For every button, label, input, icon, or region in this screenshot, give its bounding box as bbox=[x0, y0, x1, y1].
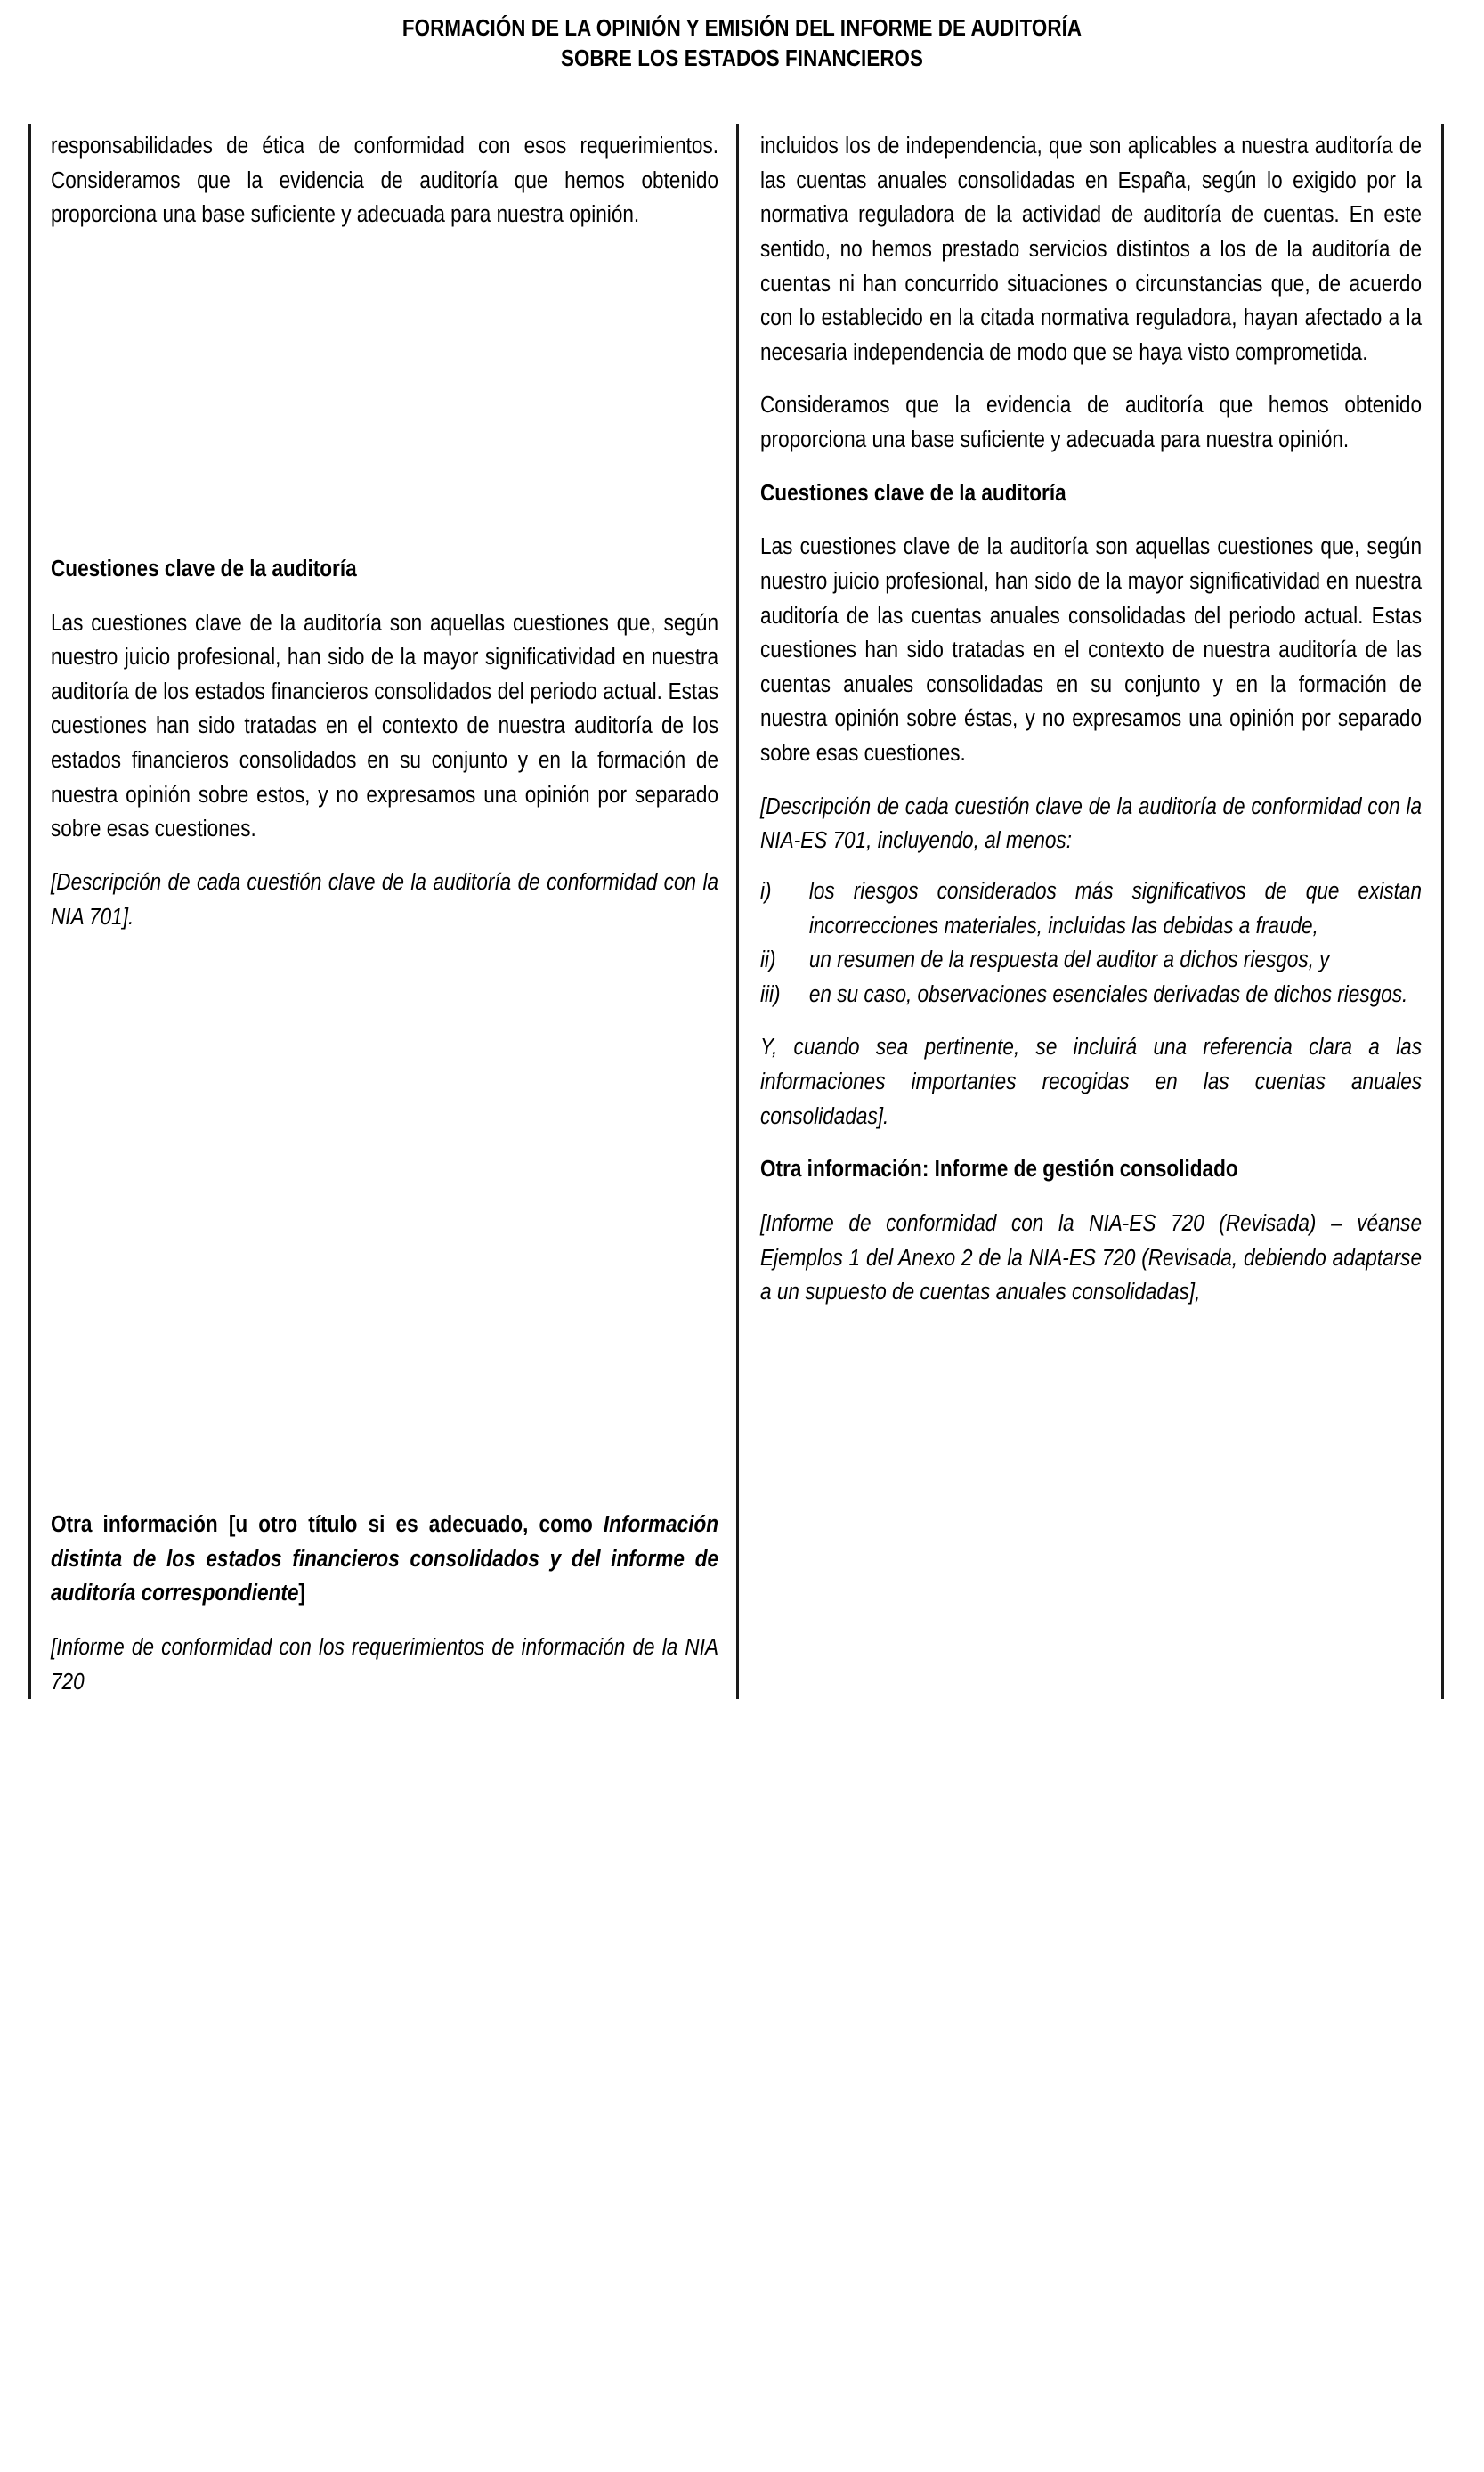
list-item-label: en su caso, observaciones esenciales derivadas de dichos riesgos. bbox=[808, 981, 1408, 1007]
table-column-left bbox=[28, 124, 736, 1699]
list-item-marker: i) bbox=[760, 878, 772, 904]
right-paragraph-independence: incluidos los de independencia, que son aplicables a nuestra auditoría de las cuentas anuales consolidadas en España, según lo exigido por la normativa reguladora de la actividad de auditoría de cuentas. En este sentido, no hemos prestado servicios distintos a los de la auditoría de cuentas ni han concurrido situaciones o circunstancias que, de acuerdo con lo establecido en la citada normativa reguladora, hayan afectado a la necesaria independencia de modo que se haya visto comprometida. bbox=[760, 134, 1423, 365]
left-paragraph-kam-description: [Descripción de cada cuestión clave de la auditoría de conformidad con la NIA 701]. bbox=[51, 869, 719, 930]
left-spacer-2 bbox=[51, 953, 718, 1508]
left-paragraph-key-audit-matters: Las cuestiones clave de la auditoría son aquellas cuestiones que, según nuestro juicio profesional, han sido de la mayor significatividad en nuestra auditoría de los estados financieros consolidados del periodo actual. Estas cuestiones han sido tratadas en el contexto de nuestra auditoría de los estados financieros consolidados en su conjunto y en la formación de nuestra opinión sobre estos, y no expresamos una opinión por separado sobre esas cuestiones. bbox=[51, 610, 719, 842]
right-paragraph-reference: Y, cuando sea pertinente, se incluirá una referencia clara a las informaciones importantes recogidas en las cuentas anuales consolidadas]. bbox=[760, 1035, 1423, 1129]
left-spacer bbox=[51, 251, 718, 552]
right-paragraph-evidence: Consideramos que la evidencia de auditoría que hemos obtenido proporciona una base suficiente y adecuada para nuestra opinión. bbox=[760, 393, 1423, 452]
right-heading-key-audit-matters: Cuestiones clave de la auditoría bbox=[760, 480, 1066, 506]
right-paragraph-kam-description: [Descripción de cada cuestión clave de la auditoría de conformidad con la NIA-ES 701, incluyendo, al menos: bbox=[760, 793, 1423, 854]
left-heading-other-part-1: Otra información bbox=[51, 1512, 229, 1538]
right-roman-list bbox=[760, 874, 1422, 1012]
list-item-label: los riesgos considerados más significativos de que existan incorrecciones materiales, incluidas las debidas a fraude, bbox=[808, 878, 1423, 939]
page-title bbox=[104, 0, 1381, 74]
right-heading-other-information: Otra información: Informe de gestión consolidado bbox=[760, 1157, 1238, 1183]
list-item bbox=[760, 874, 1422, 943]
page-title-line-1: FORMACIÓN DE LA OPINIÓN Y EMISIÓN DEL INFORME DE AUDITORÍA bbox=[401, 14, 1083, 41]
left-paragraph-ethics: responsabilidades de ética de conformidad con esos requerimientos. Consideramos que la evidencia de auditoría que hemos obtenido proporciona una base suficiente y adecuada para nuestra opinión. bbox=[51, 134, 719, 228]
left-heading-other-information bbox=[51, 1508, 718, 1611]
left-heading-key-audit-matters: Cuestiones clave de la auditoría bbox=[51, 556, 357, 581]
list-item-marker: iii) bbox=[760, 981, 781, 1007]
right-paragraph-key-audit-matters: Las cuestiones clave de la auditoría son aquellas cuestiones que, según nuestro juicio profesional, han sido de la mayor significatividad en nuestra auditoría de las cuentas anuales consolidadas del periodo actual. Estas cuestiones han sido tratadas en el contexto de nuestra auditoría de las cuentas anuales consolidadas en su conjunto y en la formación de nuestra opinión sobre éstas, y no expresamos una opinión por separado sobre esas cuestiones. bbox=[760, 534, 1423, 766]
list-item-label: un resumen de la respuesta del auditor a dichos riesgos, y bbox=[808, 947, 1330, 973]
left-heading-other-part-3: Información distinta de los estados financieros consolidados y del informe de auditoría correspondiente bbox=[51, 1512, 719, 1606]
list-item bbox=[760, 943, 1422, 978]
right-paragraph-nia-es-720: [Informe de conformidad con la NIA-ES 720 (Revisada) – véanse Ejemplos 1 del Anexo 2 de la NIA-ES 720 (Revisada, debiendo adaptarse a un supuesto de cuentas anuales consolidadas], bbox=[760, 1210, 1423, 1305]
page-title-line-2: SOBRE LOS ESTADOS FINANCIEROS bbox=[560, 45, 924, 72]
comparison-table bbox=[28, 124, 1444, 1699]
list-item-marker: ii) bbox=[760, 947, 776, 973]
left-paragraph-nia-720: [Informe de conformidad con los requerimientos de información de la NIA 720 bbox=[51, 1635, 719, 1695]
left-heading-other-part-4: ] bbox=[298, 1581, 305, 1606]
list-item bbox=[760, 978, 1422, 1012]
left-heading-other-part-2: [u otro título si es adecuado, como bbox=[228, 1512, 604, 1538]
table-column-right bbox=[736, 124, 1444, 1699]
